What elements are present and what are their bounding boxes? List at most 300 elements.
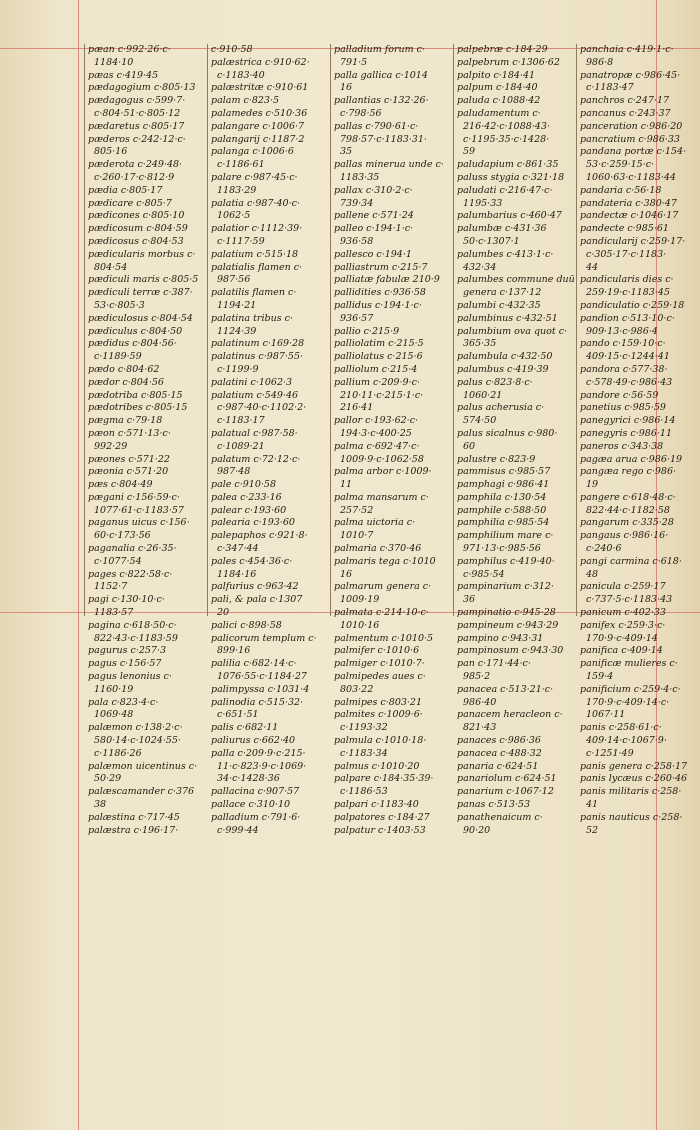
index-entry: 791·5 xyxy=(340,56,368,68)
index-column-2 xyxy=(207,44,329,836)
index-entry: panificium c·259·4·c· xyxy=(580,683,681,695)
index-entry: palepaphos c·921·8· xyxy=(211,530,308,542)
index-entry: 822·43·c·1183·59 xyxy=(94,632,178,644)
index-entry: pædotriba c·805·15 xyxy=(88,389,183,401)
index-entry: c·1186·61 xyxy=(217,159,265,171)
index-entry: paludapium c·861·35 xyxy=(457,159,559,171)
index-entry: palumbes commune duū xyxy=(457,274,575,286)
index-entry: 170·9·c·409·14 xyxy=(586,632,658,644)
index-entry: palumbula c·432·50 xyxy=(457,351,553,363)
index-entry: pale c·910·58 xyxy=(211,479,277,491)
index-entry: palæmon uicentinus c· xyxy=(88,760,198,772)
index-entry: palma uictoria c· xyxy=(334,517,416,529)
index-entry: 821·43 xyxy=(463,722,497,734)
index-entry: pallor c·193·62·c· xyxy=(334,415,419,427)
index-entry: pædiculosus c·804·54 xyxy=(88,312,193,324)
index-entry: pallax c·310·2·c· xyxy=(334,184,413,196)
index-entry: paludamentum c· xyxy=(457,107,541,119)
index-entry: pædor c·804·56 xyxy=(88,376,164,388)
index-entry: c·305·17·c·1183· xyxy=(586,248,667,260)
index-entry: pædicosum c·804·59 xyxy=(88,223,188,235)
index-entry: panificæ mulieres c· xyxy=(580,658,678,670)
index-entry: c·987·40·c·1102·2· xyxy=(217,402,307,414)
index-entry: 936·58 xyxy=(340,235,374,247)
index-entry: pamphilium mare c· xyxy=(457,530,554,542)
index-entry: pangere c·618·48·c· xyxy=(580,491,676,503)
index-entry: palare c·987·45·c· xyxy=(211,171,298,183)
index-entry: 44 xyxy=(586,261,599,273)
index-entry: c·985·54 xyxy=(463,568,505,580)
index-entry: pan c·171·44·c· xyxy=(457,658,531,670)
index-entry: palpebrum c·1306·62 xyxy=(457,56,560,68)
index-entry: 170·9·c·409·14·c· xyxy=(586,696,670,708)
index-entry: panceration c·986·20 xyxy=(580,120,683,132)
index-entry: palla gallica c·1014 xyxy=(334,69,428,81)
index-entry: palmula c·1010·18· xyxy=(334,735,427,747)
index-entry: 1124·39 xyxy=(217,325,257,337)
index-entry: 50·c·1307·1 xyxy=(463,235,520,247)
index-entry: 986·40 xyxy=(463,696,497,708)
index-entry: pampinosum c·943·30 xyxy=(457,645,564,657)
index-entry: c·1183·40 xyxy=(217,69,265,81)
index-entry: palpare c·184·35·39· xyxy=(334,773,434,785)
index-entry: palmipes c·803·21 xyxy=(334,696,423,708)
index-entry: panarium c·1067·12 xyxy=(457,786,554,798)
index-entry: palæstra c·196·17· xyxy=(88,824,179,836)
index-entry: 1152·7 xyxy=(94,581,128,593)
index-entry: palumbinus c·432·51 xyxy=(457,312,558,324)
index-entry: 1183·35 xyxy=(340,171,380,183)
index-entry: palamedes c·510·36 xyxy=(211,107,308,119)
index-entry: 50·29 xyxy=(94,773,122,785)
index-entry: pancanus c·243·37 xyxy=(580,107,671,119)
index-entry: 19 xyxy=(586,479,599,491)
index-entry: c·910·58 xyxy=(211,44,253,55)
index-entry: 1194·21 xyxy=(217,299,257,311)
index-entry: pæan c·992·26·c· xyxy=(88,44,171,55)
index-entry: c·260·17·c·812·9 xyxy=(94,171,175,183)
index-entry: 1184·10 xyxy=(94,56,134,68)
index-entry: palmaria c·370·46 xyxy=(334,543,422,555)
index-entry: palatinum c·169·28 xyxy=(211,338,305,350)
index-entry: 1077·61·c·1183·57 xyxy=(94,504,184,516)
index-entry: pædaretus c·805·17 xyxy=(88,120,185,132)
index-entry: pandicularis dies c· xyxy=(580,274,674,286)
index-entry: pædicularis morbus c· xyxy=(88,248,196,260)
index-entry: palliastrum c·215·7 xyxy=(334,261,428,273)
index-entry: 11 xyxy=(340,479,353,491)
index-entry: pægani c·156·59·c· xyxy=(88,491,180,503)
index-entry: pallace c·310·10 xyxy=(211,799,291,811)
index-entry: paludati c·216·47·c· xyxy=(457,184,553,196)
index-entry: 1183·29 xyxy=(217,184,257,196)
index-entry: c·1077·54 xyxy=(94,555,142,567)
index-entry: palangarij c·1187·2 xyxy=(211,133,305,145)
index-entry: pædo c·804·62 xyxy=(88,363,160,375)
index-entry: pala c·823·4·c· xyxy=(88,696,159,708)
index-entry: palfurius c·963·42 xyxy=(211,581,299,593)
index-entry: 971·13·c·985·56 xyxy=(463,543,541,555)
index-entry: pamphilus c·419·40· xyxy=(457,555,555,567)
index-entry: 409·14·c·1067·9· xyxy=(586,735,667,747)
index-entry: c·578·49·c·986·43 xyxy=(586,376,673,388)
index-entry: palearia c·193·60 xyxy=(211,517,295,529)
index-entry: 804·54 xyxy=(94,261,128,273)
index-entry: panis lycæus c·260·46 xyxy=(580,773,688,785)
index-entry: palinodia c·515·32· xyxy=(211,696,304,708)
index-entry: palæstrica c·910·62· xyxy=(211,56,310,68)
index-entry: 1010·7 xyxy=(340,530,374,542)
index-entry: palus acherusia c· xyxy=(457,402,545,414)
index-entry: palæscamander c·376 xyxy=(88,786,195,798)
index-entry: 805·16 xyxy=(94,146,128,158)
index-entry: palæstina c·717·45 xyxy=(88,811,180,823)
index-entry: pampineum c·943·29 xyxy=(457,619,559,631)
index-entry: panis nauticus c·258· xyxy=(580,811,683,823)
index-entry: palatium c·515·18 xyxy=(211,248,299,260)
index-entry: palumbes c·413·1·c· xyxy=(457,248,554,260)
index-entry: pædidus c·804·56· xyxy=(88,338,177,350)
index-entry: palus c·823·8·c· xyxy=(457,376,533,388)
index-entry: 1060·21 xyxy=(463,389,503,401)
index-entry: pamphile c·588·50 xyxy=(457,504,547,516)
index-entry: palpatores c·184·27 xyxy=(334,811,430,823)
index-entry: 365·35 xyxy=(463,338,497,350)
index-entry: pangæa rego c·986· xyxy=(580,466,677,478)
index-entry: palla c·209·9·c·215· xyxy=(211,747,306,759)
ruled-line-left xyxy=(78,0,79,1130)
index-entry: 53·c·259·15·c· xyxy=(586,159,655,171)
index-entry: 409·15·c·1244·41 xyxy=(586,351,670,363)
index-entry: pali, & pala c·1307 xyxy=(211,594,303,606)
index-entry: palatialis flamen c· xyxy=(211,261,303,273)
index-entry: 1010·16 xyxy=(340,619,380,631)
index-entry: pædiculi maris c·805·5 xyxy=(88,274,199,286)
index-entry: palmiger c·1010·7· xyxy=(334,658,425,670)
index-entry: pallacina c·907·57 xyxy=(211,786,300,798)
index-entry: panas c·513·53 xyxy=(457,799,531,811)
index-entry: palpito c·184·41 xyxy=(457,69,536,81)
index-entry: pampinarium c·312· xyxy=(457,581,554,593)
index-entry: 60 xyxy=(463,440,476,452)
index-entry: panathenaicum c· xyxy=(457,811,543,823)
index-entry: c·999·44 xyxy=(217,824,259,836)
index-entry: palliolatus c·215·6 xyxy=(334,351,423,363)
index-entry: 210·11·c·215·1·c· xyxy=(340,389,424,401)
index-entry: pallio c·215·9 xyxy=(334,325,400,337)
index-entry: panacea c·513·21·c· xyxy=(457,683,554,695)
index-entry: panacea c·488·32 xyxy=(457,747,542,759)
index-entry: c·804·51·c·805·12 xyxy=(94,107,181,119)
index-column-5 xyxy=(576,44,698,836)
index-entry: 574·50 xyxy=(463,415,497,427)
index-entry: 1062·5 xyxy=(217,210,251,222)
index-entry: 48 xyxy=(586,568,599,580)
index-entry: pædiculi terræ c·387· xyxy=(88,287,193,299)
index-entry: pales c·454·36·c· xyxy=(211,555,293,567)
index-entry: panicum c·402·33 xyxy=(580,607,666,619)
index-entry: pando c·159·10·c· xyxy=(580,338,666,350)
index-entry: pallesco c·194·1 xyxy=(334,248,412,260)
index-entry: paliurus c·662·40 xyxy=(211,735,296,747)
index-entry: pandore c·56·59 xyxy=(580,389,659,401)
index-entry: c·1117·59 xyxy=(217,235,265,247)
index-entry: 899·16 xyxy=(217,645,251,657)
index-entry: pædiculus c·804·50 xyxy=(88,325,183,337)
index-entry: c·1183·47 xyxy=(586,82,634,94)
index-entry: palleo c·194·1·c· xyxy=(334,223,414,235)
index-entry: pangi carmina c·618· xyxy=(580,555,682,567)
index-entry: pagina c·618·50·c· xyxy=(88,619,177,631)
index-entry: palea c·233·16 xyxy=(211,491,282,503)
index-entry: palliatæ fabulæ 210·9 xyxy=(334,274,440,286)
index-entry: panis genera c·258·17 xyxy=(580,760,688,772)
index-entry: pallium c·209·9·c· xyxy=(334,376,420,388)
index-entry: 20 xyxy=(217,607,230,619)
index-entry: pædicare c·805·7 xyxy=(88,197,172,209)
index-entry: palici c·898·58 xyxy=(211,619,282,631)
index-entry: 432·34 xyxy=(463,261,497,273)
index-entry: c·1183·34 xyxy=(340,747,388,759)
index-entry: c·1183·17 xyxy=(217,415,265,427)
index-entry: panacem heracleon c· xyxy=(457,709,563,721)
index-entry: pandion c·513·10·c· xyxy=(580,312,675,324)
index-entry: 38 xyxy=(94,799,107,811)
index-entry: 985·2 xyxy=(463,671,491,683)
index-entry: pagi c·130·10·c· xyxy=(88,594,165,606)
index-entry: palimpyssa c·1031·4 xyxy=(211,683,310,695)
index-entry: palmata c·214·10·c· xyxy=(334,607,429,619)
index-entry: 53·c·805·3 xyxy=(94,299,145,311)
index-entry: 16 xyxy=(340,568,353,580)
index-entry: 41 xyxy=(586,799,599,811)
index-entry: pangaus c·986·16· xyxy=(580,530,669,542)
index-entry: pædicones c·805·10 xyxy=(88,210,185,222)
index-entry: palliolatim c·215·5 xyxy=(334,338,424,350)
index-entry: c·798·56 xyxy=(340,107,382,119)
index-entry: 1060·63·c·1183·44 xyxy=(586,171,676,183)
index-entry: palma c·692·47·c· xyxy=(334,440,420,452)
index-column-4 xyxy=(453,44,575,836)
index-entry: panaria c·624·51 xyxy=(457,760,539,772)
index-entry: panis c·258·61·c· xyxy=(580,722,662,734)
index-entry: 1183·57 xyxy=(94,607,134,619)
index-entry: pallene c·571·24 xyxy=(334,210,414,222)
index-entry: 580·14·c·1024·55· xyxy=(94,735,181,747)
index-entry: pamphilia c·985·54 xyxy=(457,517,550,529)
index-entry: pædagogus c·599·7· xyxy=(88,95,186,107)
index-entry: 992·29 xyxy=(94,440,128,452)
index-entry: c·1251·49 xyxy=(586,747,634,759)
index-entry: c·1089·21 xyxy=(217,440,265,452)
index-entry: 52 xyxy=(586,824,599,836)
index-entry: pampino c·943·31 xyxy=(457,632,544,644)
index-entry: 739·34 xyxy=(340,197,374,209)
index-entry: pamphagi c·986·41 xyxy=(457,479,550,491)
index-entry: pandicularij c·259·17· xyxy=(580,235,686,247)
index-entry: 986·8 xyxy=(586,56,614,68)
index-entry: pampinatio c·945·28 xyxy=(457,607,556,619)
index-column-3 xyxy=(330,44,452,836)
index-entry: pandecte c·985·61 xyxy=(580,223,669,235)
index-entry: panegyris c·986·11 xyxy=(580,427,672,439)
index-entry: c·240·6 xyxy=(586,543,622,555)
index-entry: palpari c·1183·40 xyxy=(334,799,419,811)
index-entry: pammisus c·985·57 xyxy=(457,466,551,478)
index-entry: paluda c·1088·42 xyxy=(457,95,541,107)
index-entry: panchros c·247·17 xyxy=(580,95,670,107)
index-entry: palatum c·72·12·c· xyxy=(211,453,301,465)
index-entry: c·737·5·c·1183·43 xyxy=(586,594,673,606)
index-entry: pæas c·419·45 xyxy=(88,69,159,81)
index-entry: pallidus c·194·1·c· xyxy=(334,299,422,311)
index-entry: c·347·44 xyxy=(217,543,259,555)
index-entry: palmipedes aues c· xyxy=(334,671,426,683)
index-entry: pagurus c·257·3 xyxy=(88,645,167,657)
index-entry: c·1195·35·c·1428· xyxy=(463,133,550,145)
index-entry: pæs c·804·49 xyxy=(88,479,153,491)
index-entry: palanga c·1006·6 xyxy=(211,146,294,158)
index-entry: genera c·137·12 xyxy=(463,287,542,299)
index-entry: 1195·33 xyxy=(463,197,503,209)
index-entry: palam c·823·5 xyxy=(211,95,280,107)
index-entry: 11·c·823·9·c·1069· xyxy=(217,760,307,772)
index-entry: palmentum c·1010·5 xyxy=(334,632,434,644)
index-entry: 1184·16 xyxy=(217,568,257,580)
index-entry: 936·57 xyxy=(340,312,374,324)
index-entry: 216·41 xyxy=(340,402,374,414)
index-entry: c·1199·9 xyxy=(217,363,259,375)
index-entry: palis c·682·11 xyxy=(211,722,279,734)
index-entry: pandateria c·380·47 xyxy=(580,197,677,209)
index-entry: palangare c·1006·7 xyxy=(211,120,305,132)
index-entry: paganalia c·26·35· xyxy=(88,543,177,555)
index-entry: palilia c·682·14·c· xyxy=(211,658,297,670)
index-entry: pallidities c·936·58 xyxy=(334,287,426,299)
index-entry: pædia c·805·17 xyxy=(88,184,163,196)
index-entry: palpebræ c·184·29 xyxy=(457,44,548,55)
index-entry: 987·56 xyxy=(217,274,251,286)
index-entry: pandana portæ c·154· xyxy=(580,146,687,158)
index-entry: palmus c·1010·20 xyxy=(334,760,420,772)
index-entry: 35 xyxy=(340,146,353,158)
index-entry: palus sicalnus c·980· xyxy=(457,427,558,439)
index-entry: palatini c·1062·3 xyxy=(211,376,293,388)
index-entry: 1009·9·c·1062·58 xyxy=(340,453,424,465)
index-entry: 90·20 xyxy=(463,824,491,836)
index-entry: pagæa arua c·986·19 xyxy=(580,453,683,465)
index-entry: pagus lenonius c· xyxy=(88,671,172,683)
index-entry: palliolum c·215·4 xyxy=(334,363,418,375)
index-entry: pæderota c·249·48· xyxy=(88,159,183,171)
index-entry: 987·48 xyxy=(217,466,251,478)
index-entry: panifica c·409·14 xyxy=(580,645,663,657)
index-entry: pædagogium c·805·13 xyxy=(88,82,196,94)
index-entry: palatilis flamen c· xyxy=(211,287,297,299)
index-entry: pæonia c·571·20 xyxy=(88,466,169,478)
index-entry: palæstritæ c·910·61 xyxy=(211,82,309,94)
index-entry: c·1186·26 xyxy=(94,747,142,759)
index-column-1 xyxy=(84,44,206,836)
index-entry: 803·22 xyxy=(340,683,374,695)
index-entry: c·1193·32 xyxy=(340,722,388,734)
index-entry: c·651·51 xyxy=(217,709,259,721)
index-entry: 59 xyxy=(463,146,476,158)
index-entry: pandora c·577·38· xyxy=(580,363,668,375)
index-entry: 1009·19 xyxy=(340,594,380,606)
index-entry: palatior c·1112·39· xyxy=(211,223,303,235)
index-entry: pallas c·790·61·c· xyxy=(334,120,419,132)
index-entry: palmarum genera c· xyxy=(334,581,432,593)
index-columns xyxy=(84,44,698,836)
index-entry: c·1189·59 xyxy=(94,351,142,363)
index-entry: pages c·822·58·c· xyxy=(88,568,173,580)
index-entry: pandiculatio c·259·18 xyxy=(580,299,685,311)
index-entry: pamphila c·130·54 xyxy=(457,491,547,503)
index-entry: pæon c·571·13·c· xyxy=(88,427,171,439)
index-entry: pancratium c·986·33 xyxy=(580,133,680,145)
index-entry: palma arbor c·1009· xyxy=(334,466,432,478)
index-entry: pæones c·571·22 xyxy=(88,453,170,465)
index-entry: pæderos c·242·12·c· xyxy=(88,133,186,145)
index-entry: palladium forum c· xyxy=(334,44,426,55)
index-entry: pallantias c·132·26· xyxy=(334,95,429,107)
index-entry: panatropæ c·986·45· xyxy=(580,69,681,81)
index-entry: c·1186·53 xyxy=(340,786,388,798)
index-entry: palumbarius c·460·47 xyxy=(457,210,562,222)
index-entry: pangarum c·335·28 xyxy=(580,517,674,529)
index-entry: panaces c·986·36 xyxy=(457,735,541,747)
index-entry: palladium c·791·6· xyxy=(211,811,301,823)
index-entry: palumbæ c·431·36 xyxy=(457,223,547,235)
index-entry: paneros c·343·38 xyxy=(580,440,664,452)
index-entry: 1067·11 xyxy=(586,709,626,721)
index-entry: 34·c·1428·36 xyxy=(217,773,280,785)
index-entry: pandaria c·56·18 xyxy=(580,184,662,196)
index-entry: palmaris tega c·1010 xyxy=(334,555,436,567)
index-entry: pallas minerua unde c· xyxy=(334,159,444,171)
index-entry: 1069·48 xyxy=(94,709,134,721)
index-entry: palatinus c·987·55· xyxy=(211,351,304,363)
index-entry: palpatur c·1403·53 xyxy=(334,824,426,836)
index-entry: palæmon c·138·2·c· xyxy=(88,722,183,734)
index-entry: pagus c·156·57 xyxy=(88,658,162,670)
index-entry: pædicosus c·804·53 xyxy=(88,235,184,247)
index-entry: 16 xyxy=(340,82,353,94)
index-entry: palpum c·184·40 xyxy=(457,82,538,94)
index-entry: 798·57·c·1183·31· xyxy=(340,133,427,145)
index-entry: pandectæ c·1046·17 xyxy=(580,210,679,222)
index-entry: palustre c·823·9 xyxy=(457,453,536,465)
index-entry: pædotribes c·805·15 xyxy=(88,402,188,414)
index-entry: 909·13·c·986·4 xyxy=(586,325,658,337)
index-entry: panetius c·985·59 xyxy=(580,402,666,414)
index-entry: palumbus c·419·39 xyxy=(457,363,549,375)
index-entry: palatium c·549·46 xyxy=(211,389,299,401)
index-entry: 822·44·c·1182·58 xyxy=(586,504,670,516)
index-entry: paluss stygia c·321·18 xyxy=(457,171,565,183)
index-entry: 194·3·c·400·25 xyxy=(340,427,412,439)
index-entry: panchaia c·419·1·c· xyxy=(580,44,674,55)
index-entry: paganus uicus c·156· xyxy=(88,517,190,529)
index-entry: 259·19·c·1183·45 xyxy=(586,287,670,299)
index-entry: 257·52 xyxy=(340,504,374,516)
index-entry: 216·42·c·1088·43· xyxy=(463,120,550,132)
index-entry: 159·4 xyxy=(586,671,614,683)
index-entry: palumbium ova quot c· xyxy=(457,325,568,337)
index-entry: palatina tribus c· xyxy=(211,312,293,324)
index-entry: panicula c·259·17 xyxy=(580,581,666,593)
